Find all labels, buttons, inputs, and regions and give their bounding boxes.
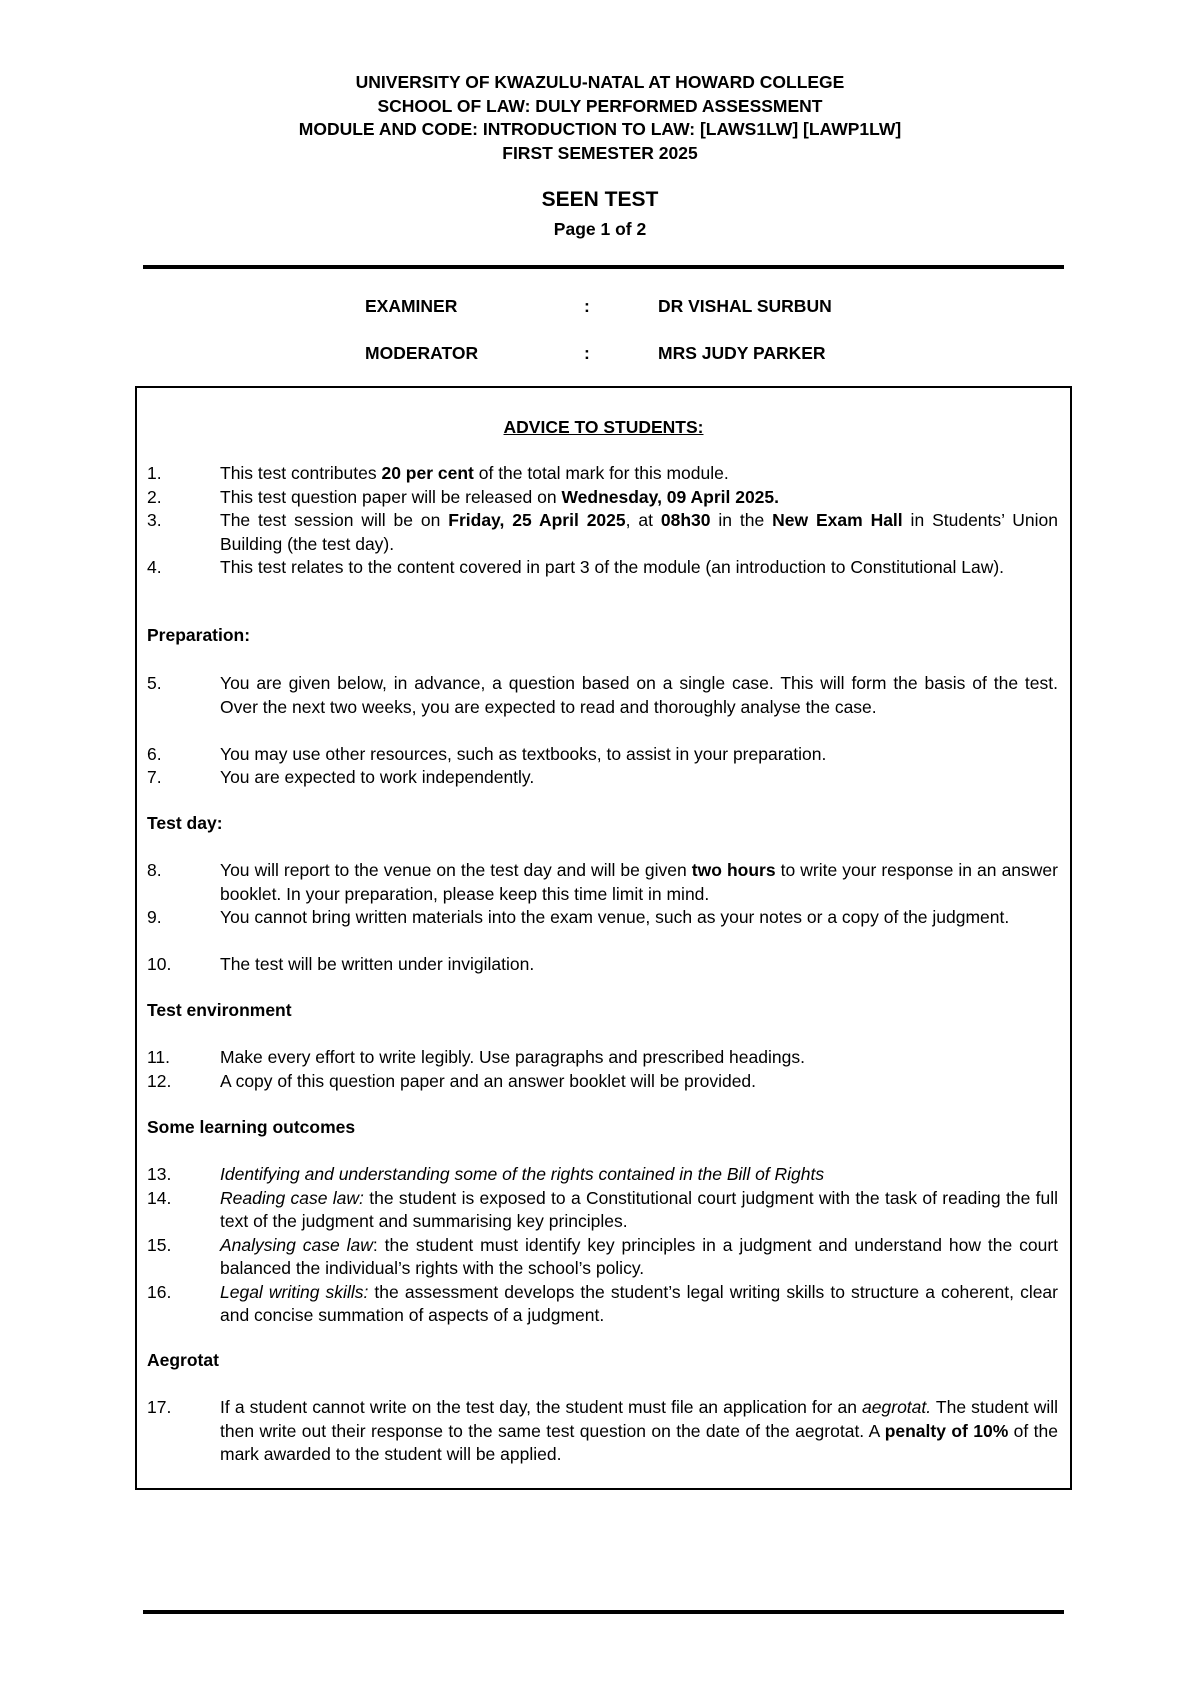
section-heading-test-environment: Test environment <box>147 1000 292 1020</box>
section-heading-learning-outcomes: Some learning outcomes <box>147 1117 356 1137</box>
list-item: 14. Reading case law: the student is exposed to a Constitutional court judgment with the task of reading the full text of the judgment and summarising key principles. <box>147 1187 1058 1231</box>
module-code: MODULE AND CODE: INTRODUCTION TO LAW: [LAWS1LW] [LAWP1LW] <box>298 119 902 139</box>
list-item: 5. You are given below, in advance, a question based on a single case. This will form the basis of the test. Over the next two weeks, you are expected to read and thoroughly analyse the case. <box>147 673 1058 717</box>
document-header <box>0 71 1200 165</box>
list-item: 9. You cannot bring written materials into the exam venue, such as your notes or a copy of the judgment. <box>147 907 1010 927</box>
list-item: 10. The test will be written under invigilation. <box>147 954 535 974</box>
list-item: 16. Legal writing skills: the assessment develops the student’s legal writing skills to structure a coherent, clear and concise summation of aspects of a judgment. <box>147 1281 1058 1325</box>
moderator-label: MODERATOR <box>365 343 479 363</box>
section-heading-test-day: Test day: <box>147 813 223 833</box>
list-item: 11. Make every effort to write legibly. Use paragraphs and prescribed headings. <box>147 1047 805 1067</box>
list-item: 15. Analysing case law: the student must identify key principles in a judgment and understand how the court balanced the individual’s rights with the school’s policy. <box>147 1234 1059 1278</box>
page-number: Page 1 of 2 <box>553 219 647 239</box>
examiner-label: EXAMINER <box>365 296 458 316</box>
advice-title: ADVICE TO STUDENTS: <box>503 417 704 437</box>
list-item: 1. This test contributes 20 per cent of the total mark for this module. <box>147 463 729 483</box>
school-name: SCHOOL OF LAW: DULY PERFORMED ASSESSMENT <box>377 95 823 116</box>
bottom-divider <box>143 1610 1064 1614</box>
list-item: 4. This test relates to the content covered in part 3 of the module (an introduction to Constitutional Law). <box>147 557 1005 577</box>
university-name: UNIVERSITY OF KWAZULU-NATAL AT HOWARD COLLEGE <box>355 72 845 92</box>
examiner-name: DR VISHAL SURBUN <box>658 296 832 316</box>
examiner-separator: : <box>584 296 590 316</box>
list-item: 12. A copy of this question paper and an answer booklet will be provided. <box>147 1070 757 1091</box>
top-divider <box>143 265 1064 269</box>
page-title: SEEN TEST <box>541 188 659 211</box>
section-heading-preparation: Preparation: <box>147 625 251 645</box>
list-item: 3. The test session will be on Friday, 25 April 2025, at 08h30 in the New Exam Hall in Students’ Union Building (the test day). <box>147 510 1058 554</box>
list-item: 7. You are expected to work independently. <box>147 767 535 787</box>
list-item: 17. If a student cannot write on the test day, the student must file an application for an aegrotat. The student will then write out their response to the same test question on the date of the aegrotat. A penalty of 10% of the mark awarded to the student will be applied. <box>147 1397 1058 1464</box>
list-item: 6. You may use other resources, such as textbooks, to assist in your preparation. <box>147 743 827 764</box>
moderator-separator: : <box>584 343 590 363</box>
semester: FIRST SEMESTER 2025 <box>502 142 698 163</box>
moderator-name: MRS JUDY PARKER <box>658 343 826 363</box>
list-item: 2. This test question paper will be released on Wednesday, 09 April 2025. <box>147 486 780 507</box>
advice-box <box>135 386 1072 1490</box>
list-item: 8. You will report to the venue on the test day and will be given two hours to write your response in an answer booklet. In your preparation, please keep this time limit in mind. <box>147 860 1058 904</box>
section-heading-aegrotat: Aegrotat <box>147 1350 219 1370</box>
list-item: 13. Identifying and understanding some of the rights contained in the Bill of Rights <box>147 1164 825 1184</box>
